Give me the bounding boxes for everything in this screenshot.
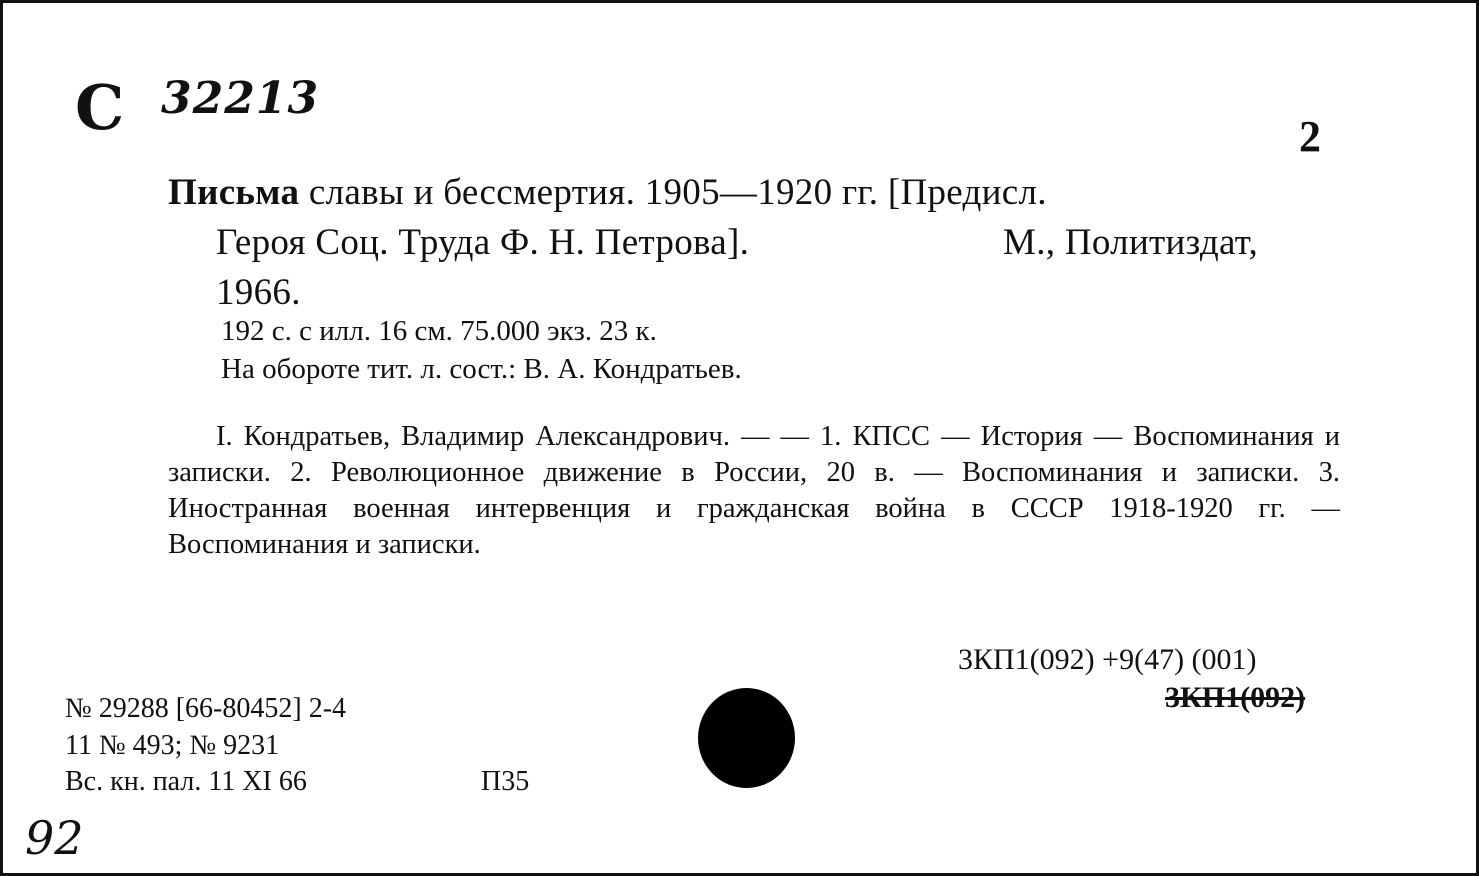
title-line-1 xyxy=(168,171,1047,214)
tech-line-3-code: П35 xyxy=(481,766,530,797)
handwritten-mark: 92 xyxy=(25,811,84,865)
subject-headings: I. Кондратьев, Владимир Александрович. — — 1. КПСС — История — Воспоминания и записки. 2. Революционное движение в России, 20 в. — Воспоминания и записки. 3. Иностранная военная интервенция и гражданская война в СССР 1918-1920 гг. — Воспоминания и записки. xyxy=(168,421,1340,560)
collation-line-2: На обороте тит. л. сост.: В. А. Кондратьев. xyxy=(221,353,742,385)
card-number: 2 xyxy=(1299,112,1321,161)
classification-line-2: 3КП1(092) xyxy=(1165,681,1306,714)
title-heading-word: Письма xyxy=(168,172,300,213)
classification-line-1: 3КП1(092) +9(47) (001) xyxy=(958,643,1257,676)
tech-line-2: 11 № 493; № 9231 xyxy=(65,730,280,761)
tech-line-1: № 29288 [66-80452] 2-4 xyxy=(65,693,347,724)
call-number-prefix: С xyxy=(75,71,125,144)
collation-line-1: 192 с. с илл. 16 см. 75.000 экз. 23 к. xyxy=(221,315,657,347)
title-line-2-left: Героя Соц. Труда Ф. Н. Петрова]. xyxy=(216,222,750,263)
title-rest: славы и бессмертия. 1905—1920 гг. [Предисл. xyxy=(299,172,1047,213)
punch-hole xyxy=(698,688,795,788)
imprint: М., Политиздат, xyxy=(1003,222,1258,263)
tech-line-3: Вс. кн. пал. 11 XI 66 xyxy=(65,766,307,797)
call-number: 32213 xyxy=(161,73,320,124)
publication-year: 1966. xyxy=(216,272,301,313)
